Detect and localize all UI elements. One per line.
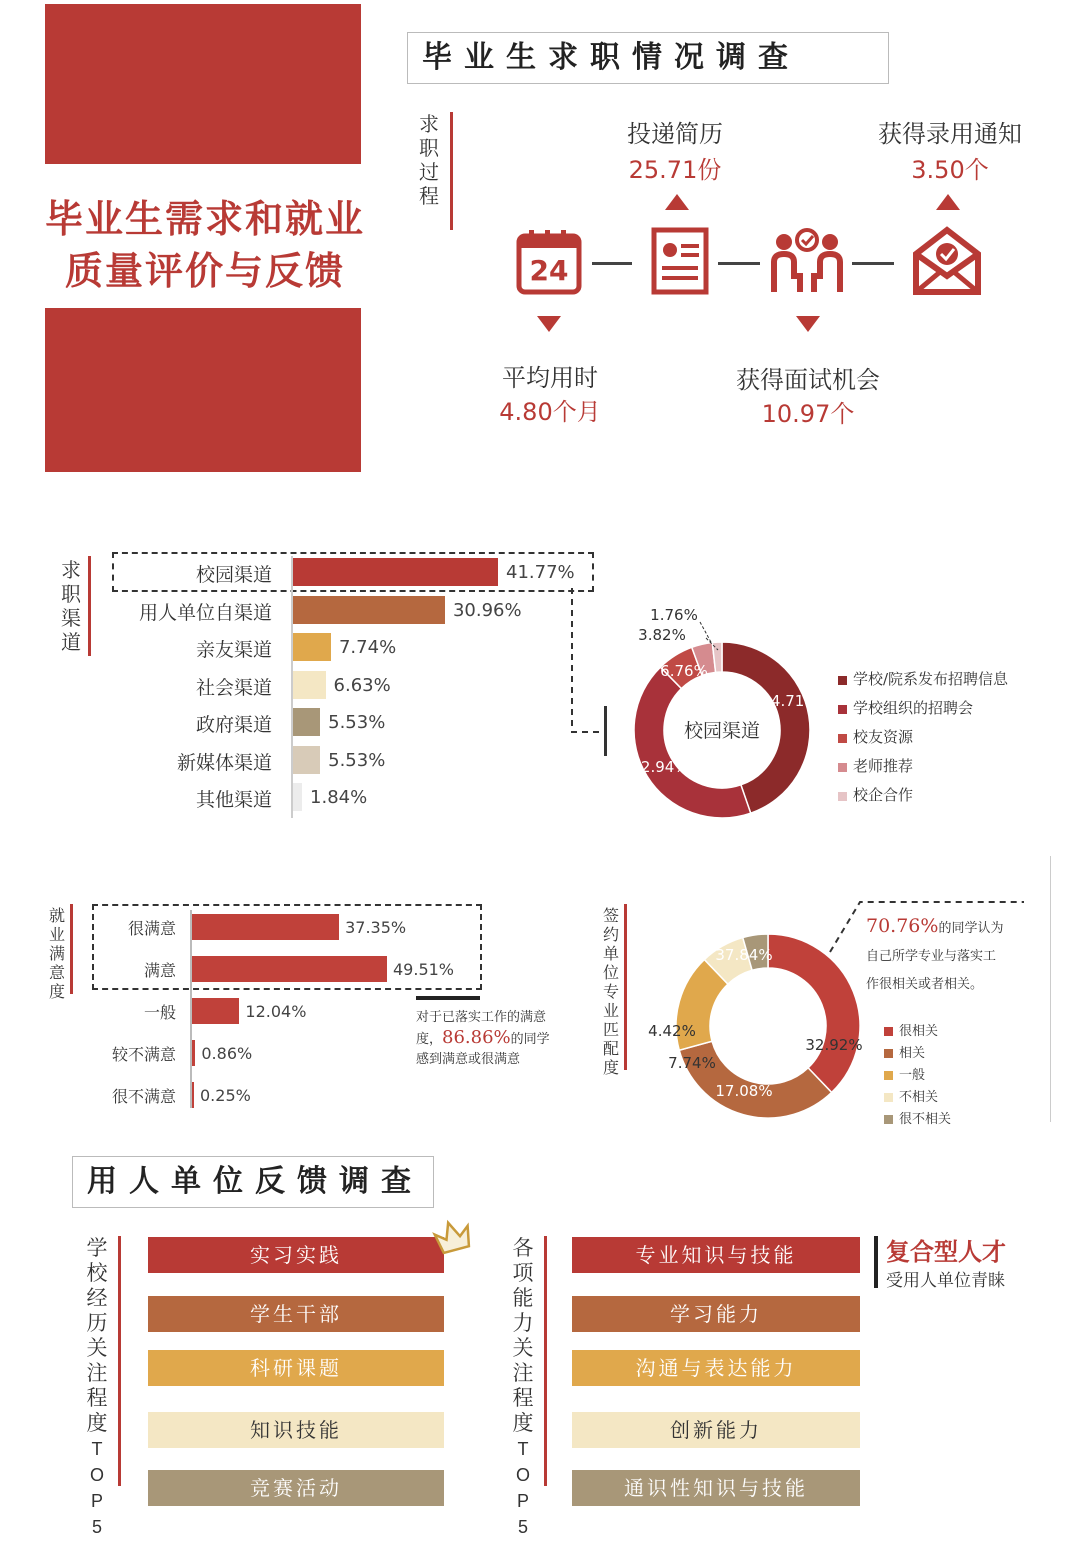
match-legend-label: 相关 <box>899 1046 926 1061</box>
match-legend-label: 一般 <box>899 1068 926 1083</box>
match-legend-swatch <box>884 1071 893 1080</box>
step-time-value: 4.80个月 <box>499 398 601 426</box>
satisfaction-label: 就业满意度 <box>48 906 65 1001</box>
match-legend-item <box>884 1108 951 1127</box>
calendar-icon <box>515 228 583 296</box>
satisfaction-value-label: 0.25% <box>200 1086 251 1105</box>
campus-legend-label: 老师推荐 <box>853 757 914 775</box>
note-sat-highlight: 86.86% <box>442 1027 511 1048</box>
campus-legend-item <box>838 726 913 747</box>
step-resume-value: 25.71份 <box>628 156 722 184</box>
channel-value-label: 1.84% <box>310 787 368 808</box>
match-note <box>866 912 1046 999</box>
note-match-line3: 作很相关或者相关。 <box>866 977 984 992</box>
channel-bar <box>293 708 320 736</box>
match-slice-label: 4.42% <box>648 1022 696 1040</box>
match-slice <box>768 934 863 1092</box>
school-focus-label-text: 学校经历关注程度 <box>86 1236 108 1435</box>
match-slice-label: 17.08% <box>715 1082 773 1100</box>
campus-slice-label: 3.82% <box>638 626 686 644</box>
satisfaction-value-label: 12.04% <box>245 1002 307 1021</box>
match-legend-swatch <box>884 1049 893 1058</box>
section1-title: 毕业生求职情况调查 <box>407 32 889 84</box>
satisfaction-bar <box>192 914 339 940</box>
match-legend-item <box>884 1020 938 1039</box>
step-interview-title: 获得面试机会 <box>736 366 880 394</box>
campus-donut-chart <box>600 600 850 850</box>
step-time-title: 平均用时 <box>502 364 598 392</box>
channel-category-label: 亲友渠道 <box>195 639 272 661</box>
school-focus-label <box>86 1236 108 1540</box>
note-sat-post: 的同学 <box>510 1032 550 1047</box>
step-offer-arrow <box>936 194 960 210</box>
match-legend-label: 很相关 <box>899 1024 939 1039</box>
section2-title: 用人单位反馈调查 <box>72 1156 434 1208</box>
step-interview-arrow <box>796 316 820 332</box>
campus-slice-label: 1.76% <box>650 606 698 624</box>
match-frame-line <box>1050 856 1051 1122</box>
note-sat-line3: 感到满意或很满意 <box>416 1052 521 1067</box>
campus-slice-label: 44.71% <box>761 692 819 710</box>
campus-legend-swatch <box>838 734 847 743</box>
note-accent-line <box>416 996 480 1000</box>
school-focus-item: 实习实践 <box>148 1237 444 1273</box>
main-title-line2: 质量评价与反馈 <box>64 248 345 293</box>
flow-line-3 <box>852 262 894 265</box>
flow-line-1 <box>592 262 632 265</box>
satisfaction-bar <box>192 1082 194 1108</box>
satisfaction-label-line <box>70 904 73 994</box>
resume-icon <box>650 226 710 296</box>
campus-legend-label: 校友资源 <box>853 728 914 746</box>
note-match-line1: 的同学认为 <box>938 921 1004 936</box>
note-match-line2: 自己所学专业与落实工 <box>866 949 997 964</box>
match-legend-item <box>884 1064 925 1083</box>
campus-legend-item <box>838 784 913 805</box>
campus-slice-label: 42.94% <box>631 758 689 776</box>
step-resume-arrow <box>665 194 689 210</box>
offer-mail-icon <box>910 224 984 298</box>
ability-label-line <box>544 1236 547 1486</box>
school-focus-item: 科研课题 <box>148 1350 444 1386</box>
process-label-line <box>450 112 453 230</box>
channel-value-label: 5.53% <box>328 712 386 733</box>
campus-legend-swatch <box>838 792 847 801</box>
match-legend-label: 不相关 <box>899 1090 939 1105</box>
campus-slice-label: 6.76% <box>660 662 708 680</box>
ability-focus-item: 专业知识与技能 <box>572 1237 860 1273</box>
channel-value-label: 7.74% <box>338 637 397 658</box>
step-resume-title: 投递简历 <box>627 120 723 148</box>
ability-focus-item: 通识性知识与技能 <box>572 1470 860 1506</box>
match-slice-label: 7.74% <box>668 1054 716 1072</box>
channel-category-label: 政府渠道 <box>195 714 272 736</box>
channel-category-label: 社会渠道 <box>195 676 272 699</box>
satisfaction-note <box>416 1008 586 1070</box>
match-slice-label: 32.92% <box>805 1036 863 1054</box>
campus-center-label: 校园渠道 <box>683 720 761 742</box>
note-match-highlight: 70.76% <box>866 915 939 937</box>
campus-legend-swatch <box>838 763 847 772</box>
note-sat-pre: 对于已落实工作的满意 <box>416 1010 547 1025</box>
crown-icon <box>432 1218 474 1256</box>
channel-value-label: 41.77% <box>506 562 575 583</box>
callout-accent-line <box>874 1236 878 1288</box>
channel-value-label: 5.53% <box>328 749 386 771</box>
satisfaction-category-label: 很不满意 <box>111 1087 176 1106</box>
satisfaction-bar <box>192 1040 195 1066</box>
campus-legend-swatch <box>838 676 847 685</box>
channel-value-label: 6.63% <box>333 674 391 696</box>
school-focus-label-top5: TOP5 <box>89 1439 104 1537</box>
match-legend-swatch <box>884 1115 893 1124</box>
satisfaction-category-label: 满意 <box>143 961 176 980</box>
process-label: 求职过程 <box>419 112 439 208</box>
ability-focus-label <box>512 1236 534 1540</box>
school-focus-item: 知识技能 <box>148 1412 444 1448</box>
campus-legend-swatch <box>838 705 847 714</box>
satisfaction-value-label: 37.35% <box>345 918 407 937</box>
channel-bar <box>293 746 320 774</box>
decor-block-top <box>45 4 361 164</box>
interview-icon <box>770 226 844 296</box>
channel-label: 求职渠道 <box>61 558 81 654</box>
channel-bar <box>293 558 498 586</box>
school-focus-item: 学生干部 <box>148 1296 444 1332</box>
campus-legend-item <box>838 668 1008 689</box>
satisfaction-category-label: 一般 <box>143 1003 176 1022</box>
campus-legend-label: 学校组织的招聘会 <box>853 699 974 717</box>
channel-bar <box>293 671 326 699</box>
step-interview-value: 10.97个 <box>761 400 855 428</box>
match-label: 签约单位专业匹配度 <box>602 906 619 1077</box>
channel-category-label: 用人单位自渠道 <box>138 601 272 624</box>
campus-legend-item <box>838 697 973 718</box>
calendar-number: 24 <box>529 254 569 287</box>
step-time-arrow <box>537 316 561 332</box>
step-offer-title: 获得录用通知 <box>878 120 1022 148</box>
satisfaction-category-label: 很满意 <box>127 919 176 938</box>
channel-category-label: 新媒体渠道 <box>176 751 272 774</box>
satisfaction-bar <box>192 998 239 1024</box>
campus-slice <box>634 667 751 818</box>
school-focus-item: 竞赛活动 <box>148 1470 444 1506</box>
ability-focus-item: 沟通与表达能力 <box>572 1350 860 1386</box>
ability-focus-item: 学习能力 <box>572 1296 860 1332</box>
main-title-line1: 毕业生需求和就业 <box>44 196 365 241</box>
decor-block-bottom <box>45 308 361 472</box>
satisfaction-value-label: 0.86% <box>201 1044 253 1063</box>
channel-category-label: 校园渠道 <box>195 564 272 586</box>
satisfaction-value-label: 49.51% <box>393 960 455 979</box>
ability-focus-label-top5: TOP5 <box>515 1439 530 1537</box>
school-label-line <box>118 1236 121 1486</box>
ability-focus-label-text: 各项能力关注程度 <box>512 1236 534 1435</box>
campus-leader-line <box>700 622 712 644</box>
satisfaction-bar <box>192 956 387 982</box>
channel-bar <box>293 783 302 811</box>
match-legend-label: 很不相关 <box>899 1112 952 1127</box>
flow-line-2 <box>718 262 760 265</box>
note-sat-mid: 度， <box>416 1032 443 1047</box>
match-legend-swatch <box>884 1027 893 1036</box>
channel-label-line <box>88 556 91 656</box>
channel-value-label: 30.96% <box>452 599 522 621</box>
campus-legend-label: 学校/院系发布招聘信息 <box>853 670 1009 688</box>
callout-subtitle: 受用人单位青睐 <box>886 1271 1005 1291</box>
match-legend-swatch <box>884 1093 893 1102</box>
campus-legend-item <box>838 755 913 776</box>
match-donut-chart <box>620 900 880 1140</box>
match-legend-item <box>884 1086 938 1105</box>
channel-bar <box>293 596 445 624</box>
callout-title: 复合型人才 <box>886 1237 1006 1266</box>
match-slice-label: 37.84% <box>715 946 773 964</box>
campus-legend-label: 校企合作 <box>853 786 914 804</box>
step-offer-value: 3.50个 <box>911 156 989 184</box>
channel-category-label: 其他渠道 <box>195 789 272 811</box>
channel-bar <box>293 633 331 661</box>
satisfaction-category-label: 较不满意 <box>111 1045 176 1064</box>
match-legend-item <box>884 1042 925 1061</box>
ability-focus-item: 创新能力 <box>572 1412 860 1448</box>
